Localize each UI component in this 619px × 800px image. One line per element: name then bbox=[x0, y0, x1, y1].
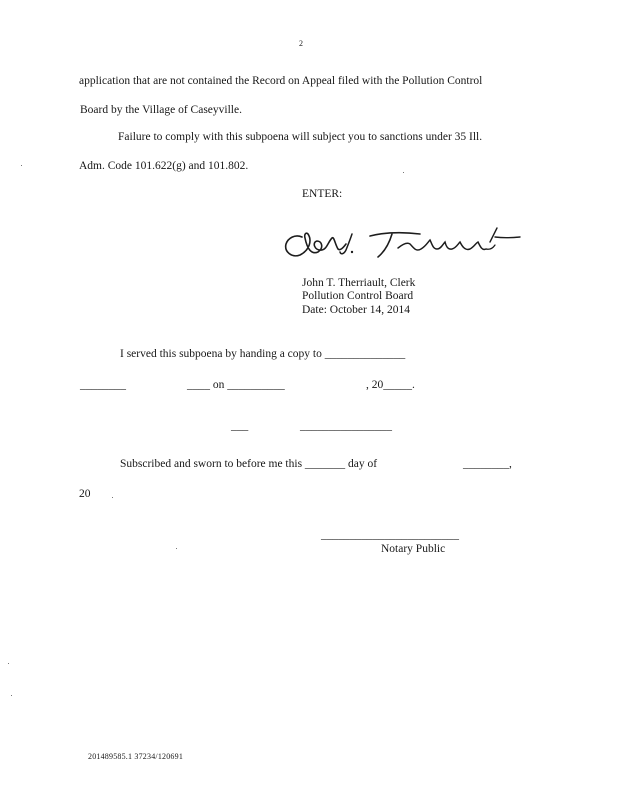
scan-speck bbox=[11, 695, 12, 696]
scan-speck bbox=[403, 172, 404, 173]
footer-document-id: 201489585.1 37234/120691 bbox=[88, 752, 184, 761]
signer-org: Pollution Control Board bbox=[302, 290, 414, 302]
page-number: 2 bbox=[299, 39, 303, 48]
notary-signature-line: ________________________ bbox=[321, 529, 459, 541]
service-line-3a: ___ bbox=[231, 420, 249, 432]
scan-speck bbox=[176, 548, 177, 549]
body-line-4: Adm. Code 101.622(g) and 101.802. bbox=[79, 160, 249, 172]
subscribed-line-1a: Subscribed and sworn to before me this _______ day of bbox=[120, 458, 378, 470]
handwritten-signature bbox=[280, 222, 530, 267]
scan-speck bbox=[21, 165, 22, 166]
subscribed-line-2: 20 bbox=[79, 488, 91, 500]
subscribed-line-1b: ________, bbox=[463, 458, 512, 470]
scan-speck bbox=[112, 497, 113, 498]
enter-label: ENTER: bbox=[302, 188, 343, 200]
body-line-2: Board by the Village of Caseyville. bbox=[80, 104, 242, 116]
body-line-3: Failure to comply with this subpoena will subject you to sanctions under 35 Ill. bbox=[118, 131, 483, 143]
service-line-2c: , 20_____. bbox=[366, 379, 415, 391]
notary-label: Notary Public bbox=[381, 543, 446, 555]
signer-date: Date: October 14, 2014 bbox=[302, 304, 410, 316]
scan-speck bbox=[8, 663, 9, 664]
signer-name: John T. Therriault, Clerk bbox=[302, 277, 416, 289]
service-line-1: I served this subpoena by handing a copy to ______________ bbox=[120, 348, 406, 360]
body-line-1: application that are not contained the Record on Appeal filed with the Pollution Control bbox=[79, 75, 483, 87]
service-line-3b: ________________ bbox=[300, 420, 392, 432]
service-line-2b: ____ on __________ bbox=[187, 379, 285, 391]
service-line-2a: ________ bbox=[80, 379, 126, 391]
